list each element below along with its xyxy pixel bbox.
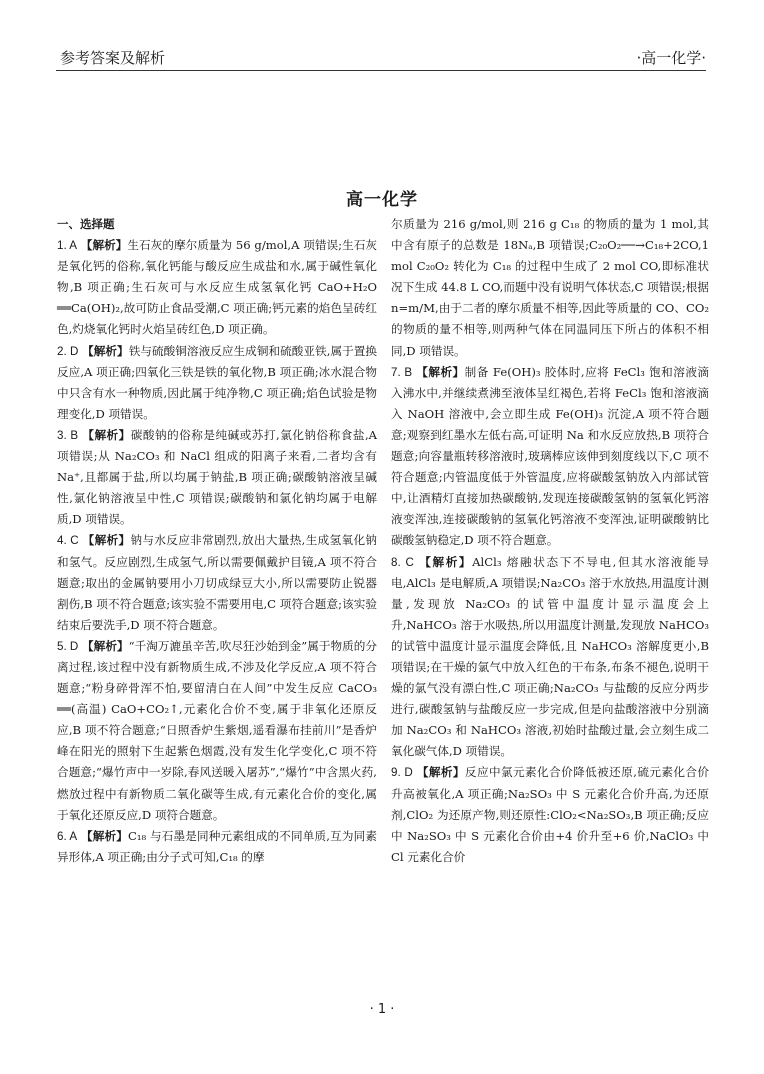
analysis-tag: 【解析】 bbox=[419, 554, 473, 569]
answer-item-1 bbox=[57, 235, 377, 340]
analysis-tag: 【解析】 bbox=[416, 364, 465, 379]
answer-item-2 bbox=[57, 341, 377, 425]
item-text: AlCl₃ 熔融状态下不导电,但其水溶液能导电,AlCl₃ 是电解质,A 项错误;Na₂CO₃ 溶于水放热,用温度计测量,发现放 Na₂CO₃ 的试管中温度计显示温度会上升,NaHCO₃ 溶于水吸热,所以用温度计测量,发现放 NaHCO₃ 的试管中温度计显示温度会降低,且 NaHCO₃ 溶解度更小,B 项错误;在干燥的氯气中放入红色的干布条,布条不褪色,说明干燥的氯气没有漂白性,C 项正确;Na₂CO₃ 与盐酸的反应分两步进行,碳酸氢钠与盐酸反应一步完成,但是向盐酸溶液中分别滴加 Na₂CO₃ 和 NaHCO₃ 溶液,初始时盐酸过量,会立刻生成二氧化碳气体,D 项错误。 bbox=[391, 554, 709, 759]
item-text: 尔质量为 216 g/mol,则 216 g C₁₈ 的物质的量为 1 mol,其中含有原子的总数是 18Nₐ,B 项错误;C₂₀O₂──→C₁₈+2CO,1 mol C₂₀O₂ 转化为 C₁₈ 的过程中生成了 2 mol CO,即标准状况下生成 44.8 L CO,而题中没有说明气体状态,C 项错误;根据 n=m/M,由于二者的摩尔质量不相等,因此等质量的 CO、CO₂ 的物质的量不相等,则两种气体在同温同压下所占的体积不相同,D 项错误。 bbox=[391, 217, 709, 358]
item-number: 9. D bbox=[391, 766, 413, 780]
header-right-subject: ·高一化学· bbox=[636, 49, 706, 67]
item-number: 6. A bbox=[57, 829, 78, 843]
item-text: 碳酸钠的俗称是纯碱或苏打,氯化钠俗称食盐,A 项错误;从 Na₂CO₃ 和 NaCl 组成的阳离子来看,二者均含有 Na⁺,且都属于盐,所以均属于钠盐,B 项正确;碳酸钠溶液呈碱性,氯化钠溶液呈中性,C 项错误;碳酸钠和氯化钠均属于电解质,D 项错误。 bbox=[57, 427, 377, 527]
answer-item-3 bbox=[57, 425, 377, 530]
analysis-tag: 【解析】 bbox=[82, 427, 131, 442]
item-number: 8. C bbox=[391, 555, 414, 569]
item-number: 4. C bbox=[57, 534, 79, 548]
item-number: 2. D bbox=[57, 344, 79, 358]
answer-item-4 bbox=[57, 530, 377, 635]
item-text: 反应中氯元素化合价降低被还原,硫元素化合价升高被氧化,A 项正确;Na₂SO₃ 中 S 元素化合价升高,为还原剂,ClO₂ 为还原产物,则还原性:ClO₂<Na₂SO₃,B 项正确;反应中 Na₂SO₃ 中 S 元素化合价由+4 价升至+6 价,NaClO₃ 中 Cl 元素化合价 bbox=[391, 765, 710, 864]
header-rule bbox=[56, 70, 706, 71]
header-left-title: 参考答案及解析 bbox=[60, 49, 166, 67]
answer-item-6 bbox=[57, 826, 377, 868]
analysis-tag: 【解析】 bbox=[82, 533, 131, 548]
answer-item-8 bbox=[391, 552, 709, 763]
answer-item-5 bbox=[57, 636, 377, 826]
item-text: 生石灰的摩尔质量为 56 g/mol,A 项错误;生石灰是氧化钙的俗称,氧化钙能与酸反应生成盐和水,属于碱性氧化物,B 项正确;生石灰可与水反应生成氢氧化钙 CaO+H₂O ══Ca(OH)₂,故可防止食品受潮,C 项正确;钙元素的焰色呈砖红色,灼烧氧化钙时火焰呈砖红色,D 项正确。 bbox=[57, 238, 378, 337]
item-number: 7. B bbox=[391, 365, 413, 379]
answer-item-6-continued bbox=[391, 214, 709, 362]
analysis-tag: 【解析】 bbox=[82, 638, 129, 653]
answer-item-9 bbox=[391, 762, 709, 867]
analysis-tag: 【解析】 bbox=[82, 343, 129, 358]
left-column bbox=[57, 214, 377, 868]
item-text: “千淘万漉虽辛苦,吹尽狂沙始到金”属于物质的分离过程,该过程中没有新物质生成,不涉及化学反应,A 项不符合题意;“粉身碎骨浑不怕,要留清白在人间”中发生反应 CaCO₃ ══(高温) CaO+CO₂↑,元素化合价不变,属于非氧化还原反应,B 项不符合题意;“日照香炉生紫烟,遥看瀑布挂前川”是香炉峰在阳光的照射下生起紫色烟霞,没有发生化学变化,C 项不符合题意;“爆竹声中一岁除,春风送暖入屠苏”,“爆竹”中含黑火药,燃放过程中有新物质二氧化碳等生成,有元素化合价的变化,属于氧化还原反应,D 项符合题意。 bbox=[57, 638, 377, 822]
item-number: 1. A bbox=[57, 239, 78, 253]
section-heading: 一、选择题 bbox=[57, 217, 115, 231]
item-number: 3. B bbox=[57, 428, 79, 442]
analysis-tag: 【解析】 bbox=[81, 828, 129, 843]
page-header bbox=[56, 44, 706, 66]
page-number: · 1 · bbox=[369, 1002, 395, 1017]
analysis-tag: 【解析】 bbox=[80, 238, 128, 253]
right-column bbox=[391, 214, 709, 868]
analysis-tag: 【解析】 bbox=[416, 765, 465, 780]
item-text: 制备 Fe(OH)₃ 胶体时,应将 FeCl₃ 饱和溶液滴入沸水中,并继续煮沸至液体呈红褐色,若将 FeCl₃ 饱和溶液滴入 NaOH 溶液中,会立即生成 Fe(OH)₃ 沉淀,A 项不符合题意;观察到红墨水左低右高,可证明 Na 和水反应放热,B 项符合题意;向容量瓶转移溶液时,玻璃棒应该伸到刻度线以下,C 项不符合题意;内管温度低于外管温度,应将碳酸氢钠放入内部试管中,让酒精灯直接加热碳酸钠,发现连接碳酸氢钠的氢氧化钙溶液变浑浊,连接碳酸钠的氢氧化钙溶液不变浑浊,证明碳酸钠比碳酸氢钠稳定,D 项不符合题意。 bbox=[391, 364, 709, 548]
item-number: 5. D bbox=[57, 639, 79, 653]
item-text: 铁与硫酸铜溶液反应生成铜和硫酸亚铁,属于置换反应,A 项正确;四氧化三铁是铁的氧化物,B 项正确;冰水混合物中只含有水一种物质,因此属于纯净物,C 项正确;焰色试验是物理变化,D 项错误。 bbox=[57, 343, 378, 421]
item-text: 钠与水反应非常剧烈,放出大量热,生成氢氧化钠和氢气。反应剧烈,生成氢气,所以需要佩戴护目镜,A 项不符合题意;取出的金属钠要用小刀切成绿豆大小,所以需要防止锐器割伤,B 项不符合题意;该实验不需要用电,C 项符合题意;该实验结束后要洗手,D 项不符合题意。 bbox=[57, 533, 378, 632]
page-title: 高一化学 bbox=[346, 190, 418, 210]
item-text: C₁₈ 与石墨是同种元素组成的不同单质,互为同素异形体,A 项正确;由分子式可知,C₁₈ 的摩 bbox=[57, 828, 377, 864]
answer-item-7 bbox=[391, 362, 709, 552]
